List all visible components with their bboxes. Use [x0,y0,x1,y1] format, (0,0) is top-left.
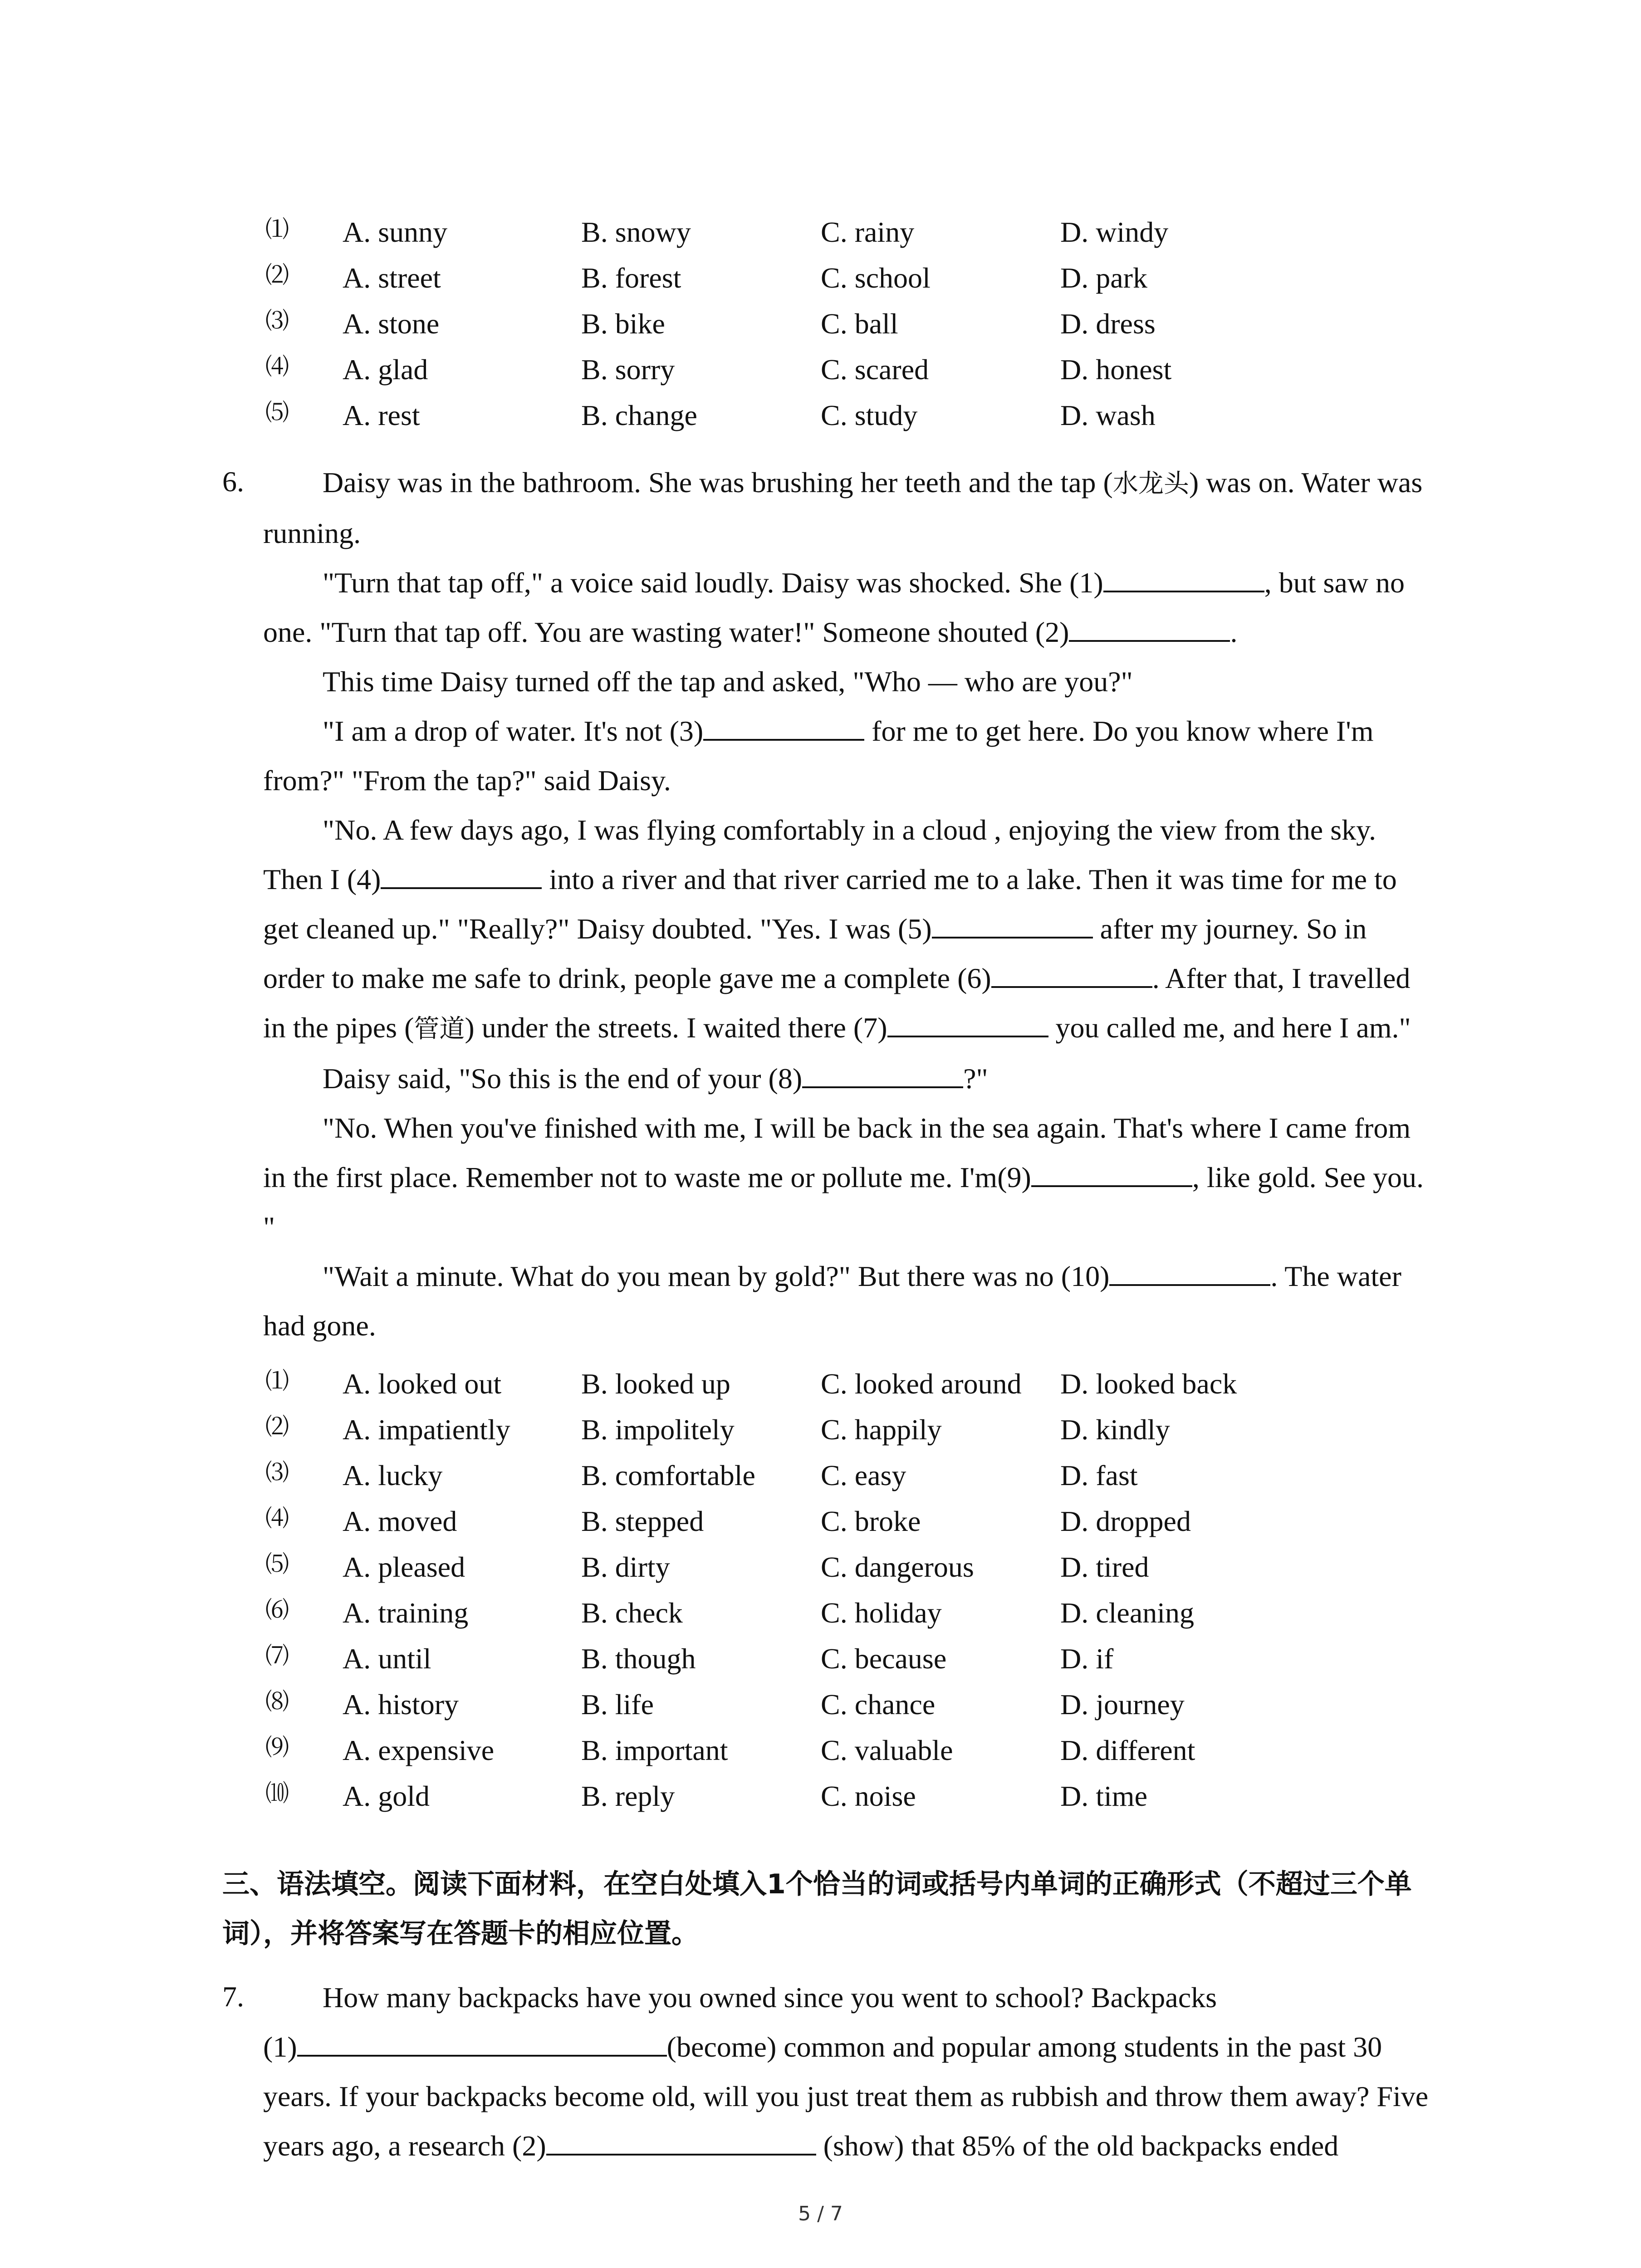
option-row [0,347,1641,392]
passage-text: (1) [263,2031,297,2063]
option-row [0,1361,1641,1407]
option-d: D. windy [1060,216,1169,248]
option-d: D. wash [1060,399,1156,431]
option-a: A. history [343,1688,459,1721]
passage-text: (show) that 85% of the old backpacks ended [816,2130,1339,2162]
option-a: A. rest [343,399,420,431]
answer-blank-7[interactable] [887,1008,1048,1037]
option-row [0,1590,1641,1636]
passage-text: you called me, and here I am." [1048,1012,1411,1044]
question-number: 6. [222,465,244,498]
option-number: ⑷ [265,353,289,381]
option-row [0,1499,1641,1544]
option-c: C. school [821,262,931,294]
passage-text: ) was on. Water was running. [263,466,1423,549]
passage-text: . The water had gone. [263,1260,1401,1342]
option-row [0,1728,1641,1773]
option-row [0,1682,1641,1727]
option-row [0,1545,1641,1590]
option-number: ⑴ [265,1368,289,1395]
option-c: C. rainy [821,216,915,248]
option-d: D. park [1060,262,1147,294]
passage-text: ?" [963,1062,988,1095]
option-d: D. dropped [1060,1505,1191,1537]
option-b: B. forest [581,262,681,294]
option-number: ⑴ [265,216,289,243]
option-a: A. training [343,1597,469,1629]
passage-text: after my journey. So in order to make me safe to drink, people gave me a complete (6) [263,913,1367,994]
option-number: ⑶ [265,1459,289,1486]
option-number: ⑺ [265,1642,289,1670]
option-number: ⑹ [265,1597,289,1624]
option-number: ⑸ [265,399,289,426]
passage-text: How many backpacks have you owned since you went to school? Backpacks [323,1981,1217,2014]
option-row [0,1774,1641,1819]
option-d: D. different [1060,1734,1195,1766]
option-a: A. looked out [343,1368,502,1400]
answer-blank-9[interactable] [1031,1158,1192,1187]
option-c: C. study [821,399,918,431]
option-number: ⑼ [265,1734,289,1761]
option-a: A. moved [343,1505,457,1537]
answer-blank-2[interactable] [546,2126,816,2156]
option-number: ⑸ [265,1551,289,1578]
passage-text: into a river and that river carried me to a lake. Then it was time for me to get cleaned up." "Really?" Daisy doubted. "Yes. I was (5) [263,863,1397,945]
question-number: 7. [222,1980,244,2013]
passage-text: , but saw no one. "Turn that tap off. You are wasting water!" Someone shouted (2) [263,567,1405,648]
answer-blank-5[interactable] [932,909,1093,938]
option-number: ⑷ [265,1505,289,1532]
option-b: B. stepped [581,1505,704,1537]
option-row [0,255,1641,301]
option-row [0,301,1641,347]
option-row [0,1407,1641,1452]
passage-text: "No. When you've finished with me, I will be back in the sea again. That's where I came from in the first place. Remember not to waste me or pollute me. I'm(9) [263,1112,1411,1193]
passage-text: . [1230,616,1238,648]
option-d: D. honest [1060,353,1172,386]
option-c: C. scared [821,353,929,386]
option-b: B. comfortable [581,1459,755,1491]
option-c: C. holiday [821,1597,942,1629]
option-b: B. change [581,399,697,431]
passage-q7 [263,1973,1431,2170]
option-c: C. chance [821,1688,936,1721]
option-number: ⑵ [265,1413,289,1441]
option-a: A. pleased [343,1551,465,1583]
passage-text: "I am a drop of water. It's not (3) [323,715,704,747]
answer-blank-10[interactable] [1109,1257,1270,1286]
option-d: D. if [1060,1642,1114,1675]
option-row [0,1453,1641,1498]
option-b: B. dirty [581,1551,670,1583]
answer-blank-6[interactable] [991,959,1152,988]
passage-text: for me to get here. Do you know where I'm from?" "From the tap?" said Daisy. [263,715,1374,797]
passage-text: This time Daisy turned off the tap and asked, "Who — who are you?" [323,665,1133,698]
option-c: C. ball [821,308,898,340]
answer-blank-2[interactable] [1069,613,1230,642]
passage-text: , like gold. See you. " [263,1161,1424,1243]
option-d: D. fast [1060,1459,1138,1491]
answer-blank-8[interactable] [802,1059,963,1088]
option-b: B. looked up [581,1368,730,1400]
answer-blank-3[interactable] [703,712,864,741]
option-c: C. noise [821,1780,916,1812]
chinese-gloss: 管道 [414,1014,465,1044]
answer-blank-4[interactable] [381,860,542,889]
page-number: 5 / 7 [798,2202,843,2225]
option-c: C. broke [821,1505,921,1537]
option-b: B. sorry [581,353,675,386]
option-d: D. kindly [1060,1413,1170,1446]
option-c: C. valuable [821,1734,953,1766]
option-number: ⑶ [265,308,289,335]
option-b: B. bike [581,308,665,340]
passage-q6 [263,458,1431,1350]
passage-text: ) under the streets. I waited there (7) [465,1012,887,1044]
section-heading: 三、语法填空。阅读下面材料，在空白处填入1个恰当的词或括号内单词的正确形式（不超过三个单词），并将答案写在答题卡的相应位置。 [222,1868,1412,1950]
option-a: A. expensive [343,1734,495,1766]
option-a: A. glad [343,353,428,386]
option-a: A. stone [343,308,440,340]
passage-text: "Wait a minute. What do you mean by gold?" But there was no (10) [323,1260,1110,1292]
passage-text: (become) common and popular among students in the past 30 years. If your backpacks become old, will you just treat them as rubbish and throw them away? Five years ago, a research (2) [263,2031,1429,2162]
option-row [0,393,1641,438]
option-c: C. looked around [821,1368,1022,1400]
option-b: B. check [581,1597,683,1629]
passage-text: "Turn that tap off," a voice said loudly. Daisy was shocked. She (1) [323,567,1103,599]
option-b: B. reply [581,1780,675,1812]
option-d: D. journey [1060,1688,1185,1721]
option-a: A. impatiently [343,1413,510,1446]
option-b: B. impolitely [581,1413,735,1446]
answer-blank-1[interactable] [1103,563,1264,592]
option-row [0,210,1641,255]
option-a: A. sunny [343,216,448,248]
option-a: A. street [343,262,441,294]
option-b: B. though [581,1642,696,1675]
option-d: D. dress [1060,308,1156,340]
option-d: D. cleaning [1060,1597,1194,1629]
option-number: ⑻ [265,1688,289,1716]
option-row [0,1636,1641,1681]
option-d: D. time [1060,1780,1147,1812]
passage-text: Daisy was in the bathroom. She was brushing her teeth and the tap ( [323,466,1113,499]
option-b: B. life [581,1688,654,1721]
option-c: C. because [821,1642,947,1675]
option-c: C. happily [821,1413,942,1446]
option-d: D. looked back [1060,1368,1237,1400]
option-number: ⑵ [265,262,289,289]
passage-text: . After that, I travelled in the pipes ( [263,962,1411,1044]
chinese-gloss: 水龙头 [1112,469,1189,499]
option-a: A. gold [343,1780,430,1812]
option-a: A. lucky [343,1459,443,1491]
option-c: C. easy [821,1459,906,1491]
option-a: A. until [343,1642,431,1675]
passage-text: Daisy said, "So this is the end of your (8) [323,1062,803,1095]
answer-blank-1[interactable] [297,2028,667,2057]
option-c: C. dangerous [821,1551,974,1583]
option-number: ⑽ [265,1780,289,1807]
passage-text: "No. A few days ago, I was flying comfortably in a cloud , enjoying the view from the sky. Then I (4) [263,814,1376,895]
option-b: B. snowy [581,216,691,248]
option-b: B. important [581,1734,728,1766]
option-d: D. tired [1060,1551,1149,1583]
